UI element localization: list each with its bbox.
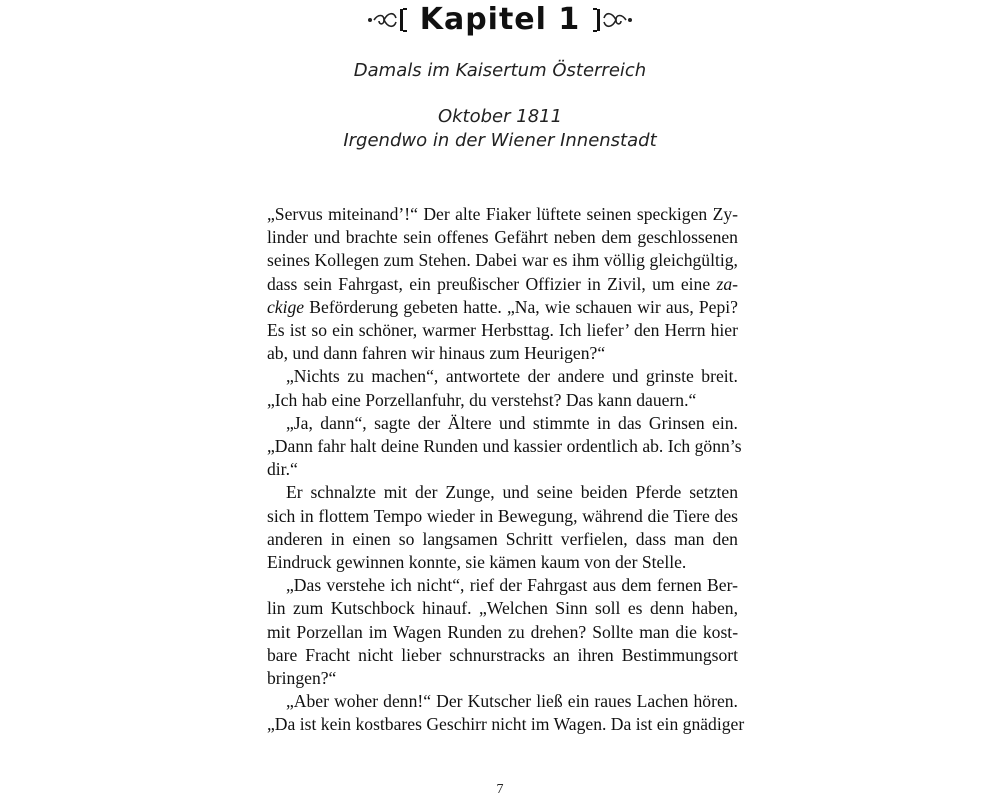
text-line: dass sein Fahrgast, ein preußischer Offizier in Zivil, um eine za- [267, 273, 738, 294]
text-line: „Aber woher denn!“ Der Kutscher ließ ein raues Lachen hören. [286, 691, 738, 712]
text-line: mit Porzellan im Wagen Runden zu drehen? Sollte man die kost- [267, 621, 739, 642]
chapter-heading [0, 0, 1000, 40]
paragraph [267, 365, 738, 411]
text-line: lin zum Kutschbock hinauf. „Welchen Sinn soll es denn haben, [267, 598, 738, 619]
chapter-place: Irgendwo in der Wiener Innenstadt [343, 130, 657, 151]
text-line: „Ich hab eine Porzellanfuhr, du verstehst? Das kann dauern.“ [267, 389, 697, 410]
chapter-subtitle: Damals im Kaisertum Österreich [353, 60, 647, 81]
paragraph [267, 412, 742, 482]
text-line: Er schnalzte mit der Zunge, und seine beiden Pferde setzten [286, 482, 739, 503]
text-line: „Servus miteinand’!“ Der alte Fiaker lüftete seinen speckigen Zy- [267, 204, 738, 224]
text-line: „Dann fahr halt deine Runden und kassier ordentlich ab. Ich gönn’s [267, 436, 742, 457]
page-number: 7 [496, 782, 504, 797]
text-line: bare Fracht nicht lieber schnurstracks an ihren Bestimmungsort [267, 644, 739, 665]
chapter-date: Oktober 1811 [437, 106, 563, 127]
text-line: linder und brachte sein offenes Gefährt neben dem geschlossenen [267, 227, 738, 248]
paragraph [267, 690, 745, 736]
text-line: sich in flottem Tempo wieder in Bewegung, während die Tiere des [267, 505, 738, 526]
text-line: Eindruck gewinnen konnte, sie kämen kaum von der Stelle. [267, 552, 687, 573]
text-line: dir.“ [267, 459, 298, 480]
paragraph [267, 481, 738, 574]
text-line: ckige Beförderung gebeten hatte. „Na, wie schauen wir aus, Pepi? [267, 296, 738, 317]
text-line: „Nichts zu machen“, antwortete der andere und grinste breit. [286, 366, 738, 387]
left-ornament-icon [366, 6, 410, 34]
chapter-title: Kapitel 1 [419, 2, 581, 37]
text-line: anderen in einen so langsamen Schritt verfielen, dass man den [267, 528, 738, 549]
text-line: ab, und dann fahren wir hinaus zum Heurigen?“ [267, 343, 606, 364]
text-line: „Ja, dann“, sagte der Ältere und stimmte in das Grinsen ein. [286, 412, 738, 433]
right-ornament-icon [590, 6, 634, 34]
paragraph [267, 203, 738, 365]
text-line: „Das verstehe ich nicht“, rief der Fahrgast aus dem fernen Ber- [286, 575, 738, 596]
text-line: „Da ist kein kostbares Geschirr nicht im Wagen. Da ist ein gnädiger [267, 714, 745, 735]
text-line: bringen?“ [267, 668, 337, 689]
body-text [267, 203, 745, 737]
text-line: seines Kollegen zum Stehen. Dabei war es ihm völlig gleichgültig, [267, 250, 738, 271]
paragraph [267, 574, 738, 690]
text-line: Es ist so ein schöner, warmer Herbsttag. Ich liefer’ den Herrn hier [267, 320, 738, 341]
